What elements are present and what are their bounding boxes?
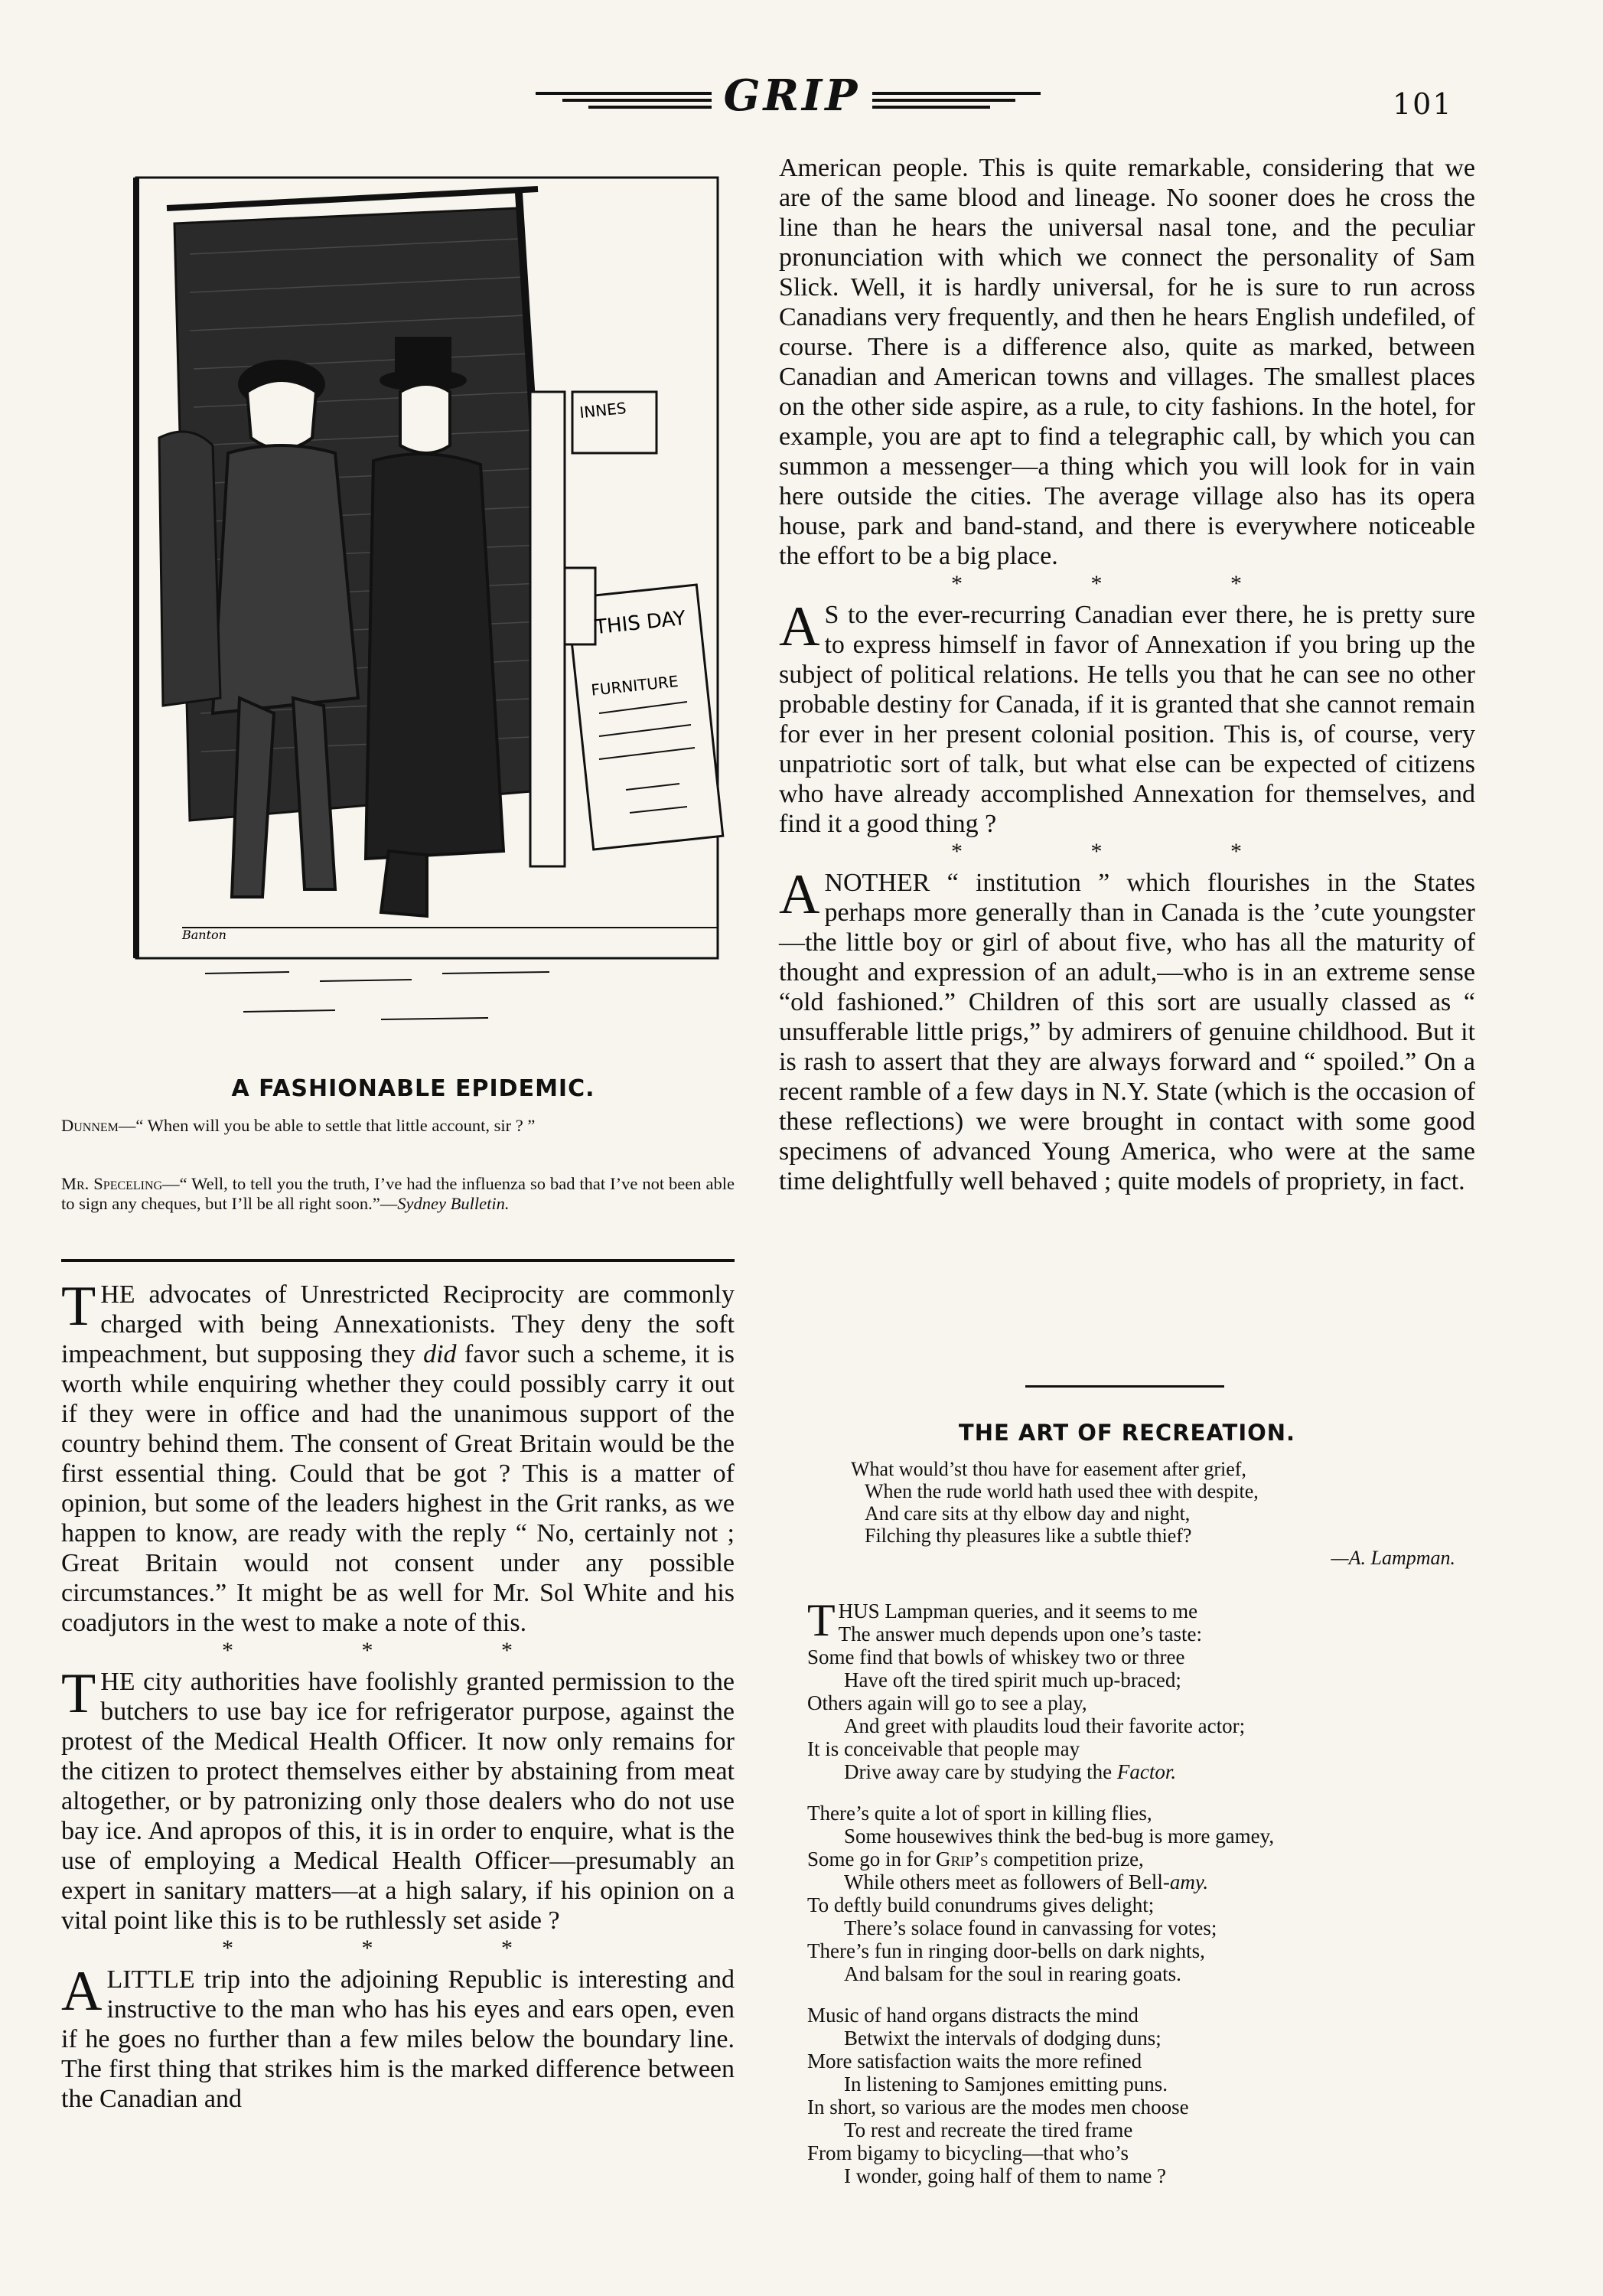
masthead-title: GRIP bbox=[723, 70, 861, 121]
caption-title: A FASHIONABLE EPIDEMIC. bbox=[231, 1075, 595, 1102]
poem-line: In listening to Samjones emitting puns. bbox=[844, 2073, 1168, 2095]
poem-line: I wonder, going half of them to name ? bbox=[844, 2164, 1167, 2187]
drop-cap: T bbox=[61, 1275, 96, 1338]
poem-body bbox=[807, 1595, 1481, 2206]
epigraph-line: Filching thy pleasures like a subtle thief? bbox=[865, 1525, 1192, 1547]
caption-line-1-text: —“ When will you be able to settle that little account, sir ? ” bbox=[118, 1116, 536, 1135]
paragraph-republic-trip: A LITTLE trip into the adjoining Republic is interesting and instructive to the man who has his eyes and ears open, even if he goes no further than a few miles below the boundary line. The first thing that strikes him is the marked difference between the Canadian and bbox=[61, 1960, 735, 2113]
epigraph-line: And care sits at thy elbow day and night, bbox=[865, 1502, 1191, 1525]
masthead bbox=[0, 70, 1603, 139]
drop-cap: A bbox=[779, 863, 820, 926]
poem-line: To deftly build conundrums gives delight; bbox=[807, 1893, 1155, 1916]
paragraph-cute-youngster: ANOTHER “ institution ” which flourishes in the States perhaps more generally than in Canada is the ’cute youngster—the little boy or girl of about five, who has all the maturity of thought and expression of an adult,—who is in an extreme sense “old fashioned.” Children of this sort are usually classed as “ unsufferable little prigs,” by admirers of genuine childhood. But it is rash to assert that they are always forward and “ spoiled.” On a recent ramble of a few days in N.Y. State (which is the occasion of these reflections) we were brought in contact with some good specimens of advanced Young America, who were at the same time delightfully well behaved ; quite models of propriety, in fact. bbox=[779, 863, 1475, 1195]
poem-line: Music of hand organs distracts the mind bbox=[807, 2004, 1139, 2027]
poem-line: Some go in for Grip’s competition prize, bbox=[807, 1848, 1144, 1870]
caption-line-1 bbox=[61, 1116, 735, 1136]
paragraph-bay-ice: THE city authorities have foolishly granted permission to the butchers to use bay ice for refrigerator purpose, against the protest of the Medical Health Officer. It now only remains for the citizen to protect themselves either by abstaining from meat altogether, or by patronizing only those dealers who do not use bay ice. And apropos of this, it is in order to enquire, what is the use of employing a Medical Health Officer—presumably an expert in sanitary matters—at a high salary, if his opinion on a vital point like this is to be ruthlessly set aside ? bbox=[61, 1662, 735, 1935]
poem-line: More satisfaction waits the more refined bbox=[807, 2050, 1142, 2073]
drop-cap: T bbox=[61, 1662, 96, 1725]
poem-line: Have oft the tired spirit much up-braced; bbox=[844, 1668, 1181, 1691]
sign-innes: INNES bbox=[578, 398, 627, 422]
drop-cap: A bbox=[61, 1960, 103, 2023]
poem-line: To rest and recreate the tired frame bbox=[844, 2118, 1133, 2141]
section-stars: * * * bbox=[951, 571, 1303, 596]
poem-line: Some find that bowls of whiskey two or three bbox=[807, 1645, 1185, 1668]
page-number: 101 bbox=[1393, 87, 1453, 121]
section-stars: * * * bbox=[222, 1936, 574, 1961]
section-stars: * * * bbox=[222, 1638, 574, 1663]
drop-cap: T bbox=[807, 1595, 836, 1645]
poem-title: THE ART OF RECREATION. bbox=[958, 1420, 1296, 1446]
caption-speaker-2: Mr. Speceling bbox=[61, 1174, 163, 1193]
poem-stanza bbox=[807, 1595, 1481, 1783]
poem-line: Others again will go to see a play, bbox=[807, 1691, 1087, 1714]
sign-furniture: FURNITURE bbox=[590, 671, 679, 700]
caption-speaker-1: Dunnem bbox=[61, 1116, 119, 1135]
section-rule bbox=[1025, 1385, 1224, 1388]
paragraph-annexation: A S to the ever-recurring Canadian ever there, he is pretty sure to express himself in favor of Annexation if you bring up the subject of political relations. He tells you that he can see no other probable destiny for Canada, if it is granted that she cannot remain for ever in her present colonial position. This is, of course, very unpatriotic sort of talk, but what else can be expected of citizens who have already accomplished Annexation for themselves, and find it a good thing ? bbox=[779, 595, 1475, 838]
poem-line: Drive away care by studying the Factor. bbox=[844, 1760, 1177, 1783]
cartoon-illustration bbox=[90, 162, 733, 1046]
right-column bbox=[779, 153, 1475, 1196]
paragraph-american-people: American people. This is quite remarkable, considering that we are of the same blood and lineage. No sooner does he cross the line than he hears the universal nasal tone, and the peculiar pronunciation with which we connect the personality of Sam Slick. Well, it is hardly universal, for he is sure to run across Canadians very frequently, and then he hears English undefiled, of course. There is a difference also, quite as marked, between Canadian and American towns and villages. The smallest places on the other side aspire, as a rule, to city fashions. In the hotel, for example, you are apt to find a telegraphic call, by which you can summon a messenger—a thing which you will look for in vain here outside the cities. The average village also has its opera house, park and band-stand, and there is everywhere noticeable the effort to be a big place. bbox=[779, 154, 1475, 570]
section-stars: * * * bbox=[951, 839, 1303, 864]
poem-line: THUS Lampman queries, and it seems to me bbox=[807, 1595, 1198, 1645]
poem-line: While others meet as followers of Bell-amy. bbox=[844, 1870, 1209, 1893]
poem-line: Some housewives think the bed-bug is more gamey, bbox=[844, 1825, 1275, 1848]
poem-stanza bbox=[807, 1802, 1481, 1985]
epigraph-attribution: —A. Lampman. bbox=[1331, 1547, 1455, 1569]
poem-line: And balsam for the soul in rearing goats. bbox=[844, 1962, 1181, 1985]
epigraph-line: When the rude world hath used thee with despite, bbox=[865, 1480, 1259, 1502]
poem-line: Betwixt the intervals of dodging duns; bbox=[844, 2027, 1162, 2050]
poem-line: The answer much depends upon one’s taste: bbox=[838, 1623, 1203, 1645]
caption-line-2 bbox=[61, 1174, 735, 1214]
poem-line: From bigamy to bicycling—that who’s bbox=[807, 2141, 1129, 2164]
poem-stanza bbox=[807, 2004, 1481, 2187]
poem-line: There’s fun in ringing door-bells on dark nights, bbox=[807, 1939, 1205, 1962]
sign-this-day: THIS DAY bbox=[593, 606, 687, 640]
poem-line: There’s quite a lot of sport in killing flies, bbox=[807, 1802, 1152, 1825]
caption-source: Sydney Bulletin. bbox=[397, 1194, 510, 1213]
poem-line: There’s solace found in canvassing for votes; bbox=[844, 1916, 1217, 1939]
masthead-rule-right bbox=[872, 92, 1041, 118]
section-rule bbox=[61, 1259, 735, 1262]
poem-line: It is conceivable that people may bbox=[807, 1737, 1080, 1760]
paragraph-reciprocity: THE advocates of Unrestricted Reciprocity are commonly charged with being Annexationists. They deny the soft impeachment, but supposing they did favor such a scheme, it is worth while enquiring whether they could possibly carry it out if they were in office and had the unanimous support of the country behind them. The consent of Great Britain would be the first essential thing. Could that be got ? This is a matter of opinion, but some of the leaders highest in the Grit ranks, as we happen to know, are ready with the reply “ No, certainly not ; Great Britain would not consent under any possible circumstances.” It might be as well for Mr. Sol White and his coadjutors in the west to make a note of this. bbox=[61, 1275, 735, 1637]
epigraph-line: What would’st thou have for easement after grief, bbox=[851, 1458, 1246, 1480]
left-column bbox=[61, 1275, 735, 2114]
poem-epigraph bbox=[851, 1458, 1463, 1569]
drop-cap: A bbox=[779, 595, 820, 658]
poem-line: In short, so various are the modes men choose bbox=[807, 2095, 1189, 2118]
masthead-rule-left bbox=[536, 92, 712, 118]
cartoon-signature: Banton bbox=[182, 928, 226, 942]
caption-line-2-text: —“ Well, to tell you the truth, I’ve had the influenza so bad that I’ve not been able to sign any cheques, but I’ll be all right soon.”— bbox=[61, 1174, 735, 1213]
poem-line: And greet with plaudits loud their favorite actor; bbox=[844, 1714, 1246, 1737]
